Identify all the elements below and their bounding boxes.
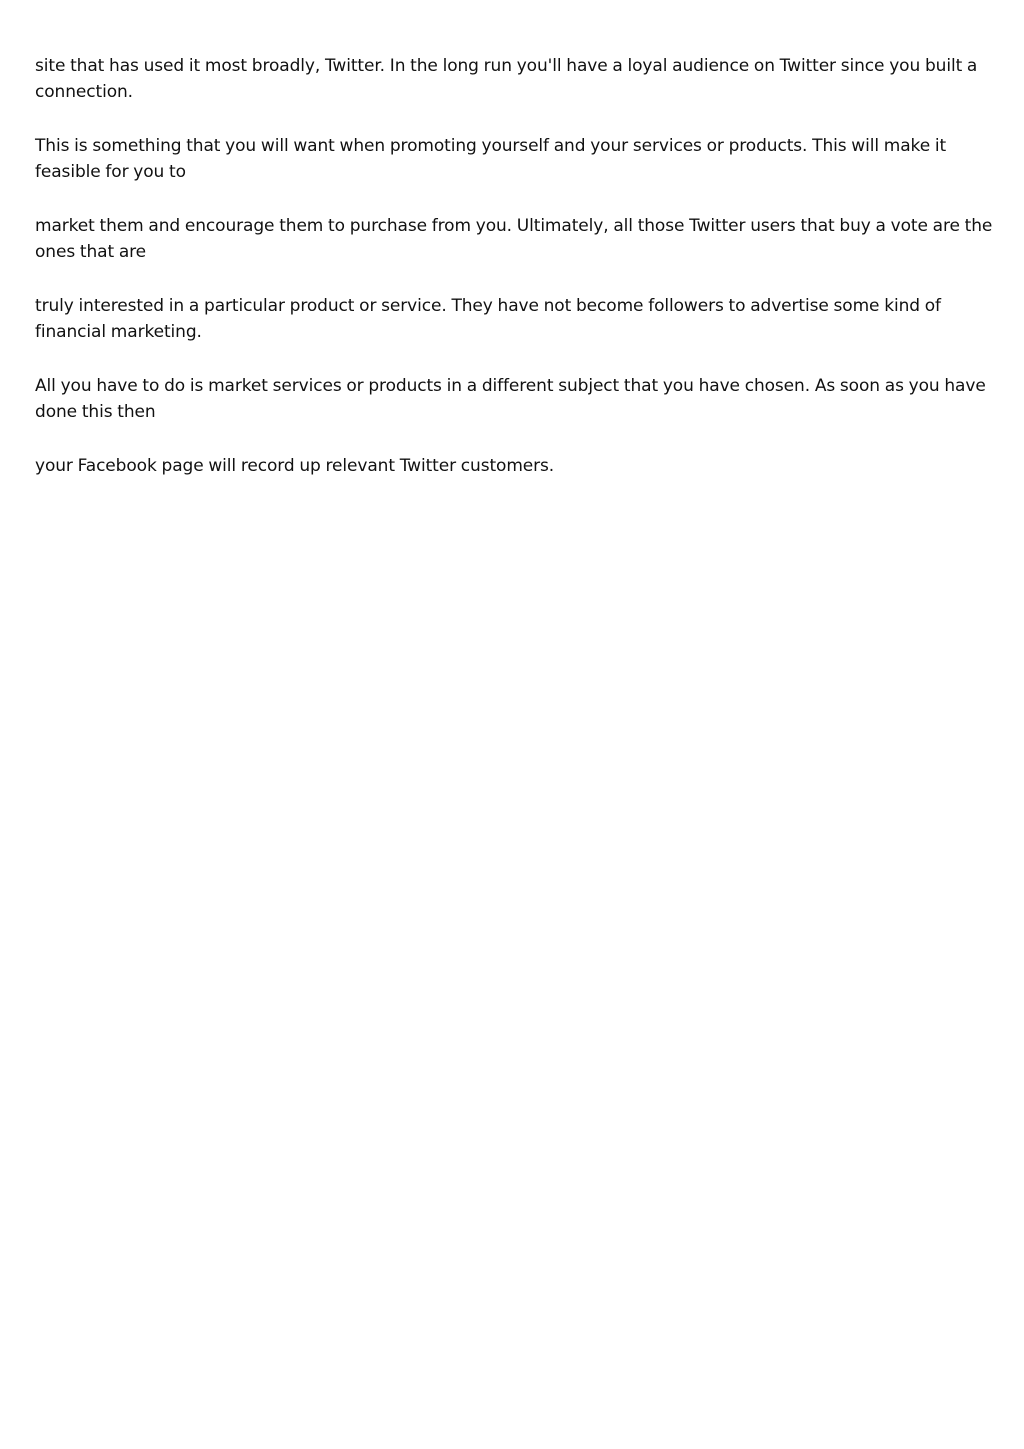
- paragraph-2: This is something that you will want when promoting yourself and your services or products. This will make it feasible for you to: [35, 136, 947, 182]
- paragraph-1: site that has used it most broadly, Twitter. In the long run you'll have a loyal audience on Twitter since you built a connection.: [35, 56, 978, 102]
- paragraph-5: All you have to do is market services or products in a different subject that you have chosen. As soon as you have done this then: [35, 376, 986, 422]
- paragraph-6: your Facebook page will record up relevant Twitter customers.: [35, 456, 555, 476]
- paragraph-4: truly interested in a particular product or service. They have not become followers to advertise some kind of financial marketing.: [35, 296, 941, 342]
- document-body: [35, 53, 995, 479]
- paragraph-3: market them and encourage them to purchase from you. Ultimately, all those Twitter users that buy a vote are the ones that are: [35, 216, 993, 262]
